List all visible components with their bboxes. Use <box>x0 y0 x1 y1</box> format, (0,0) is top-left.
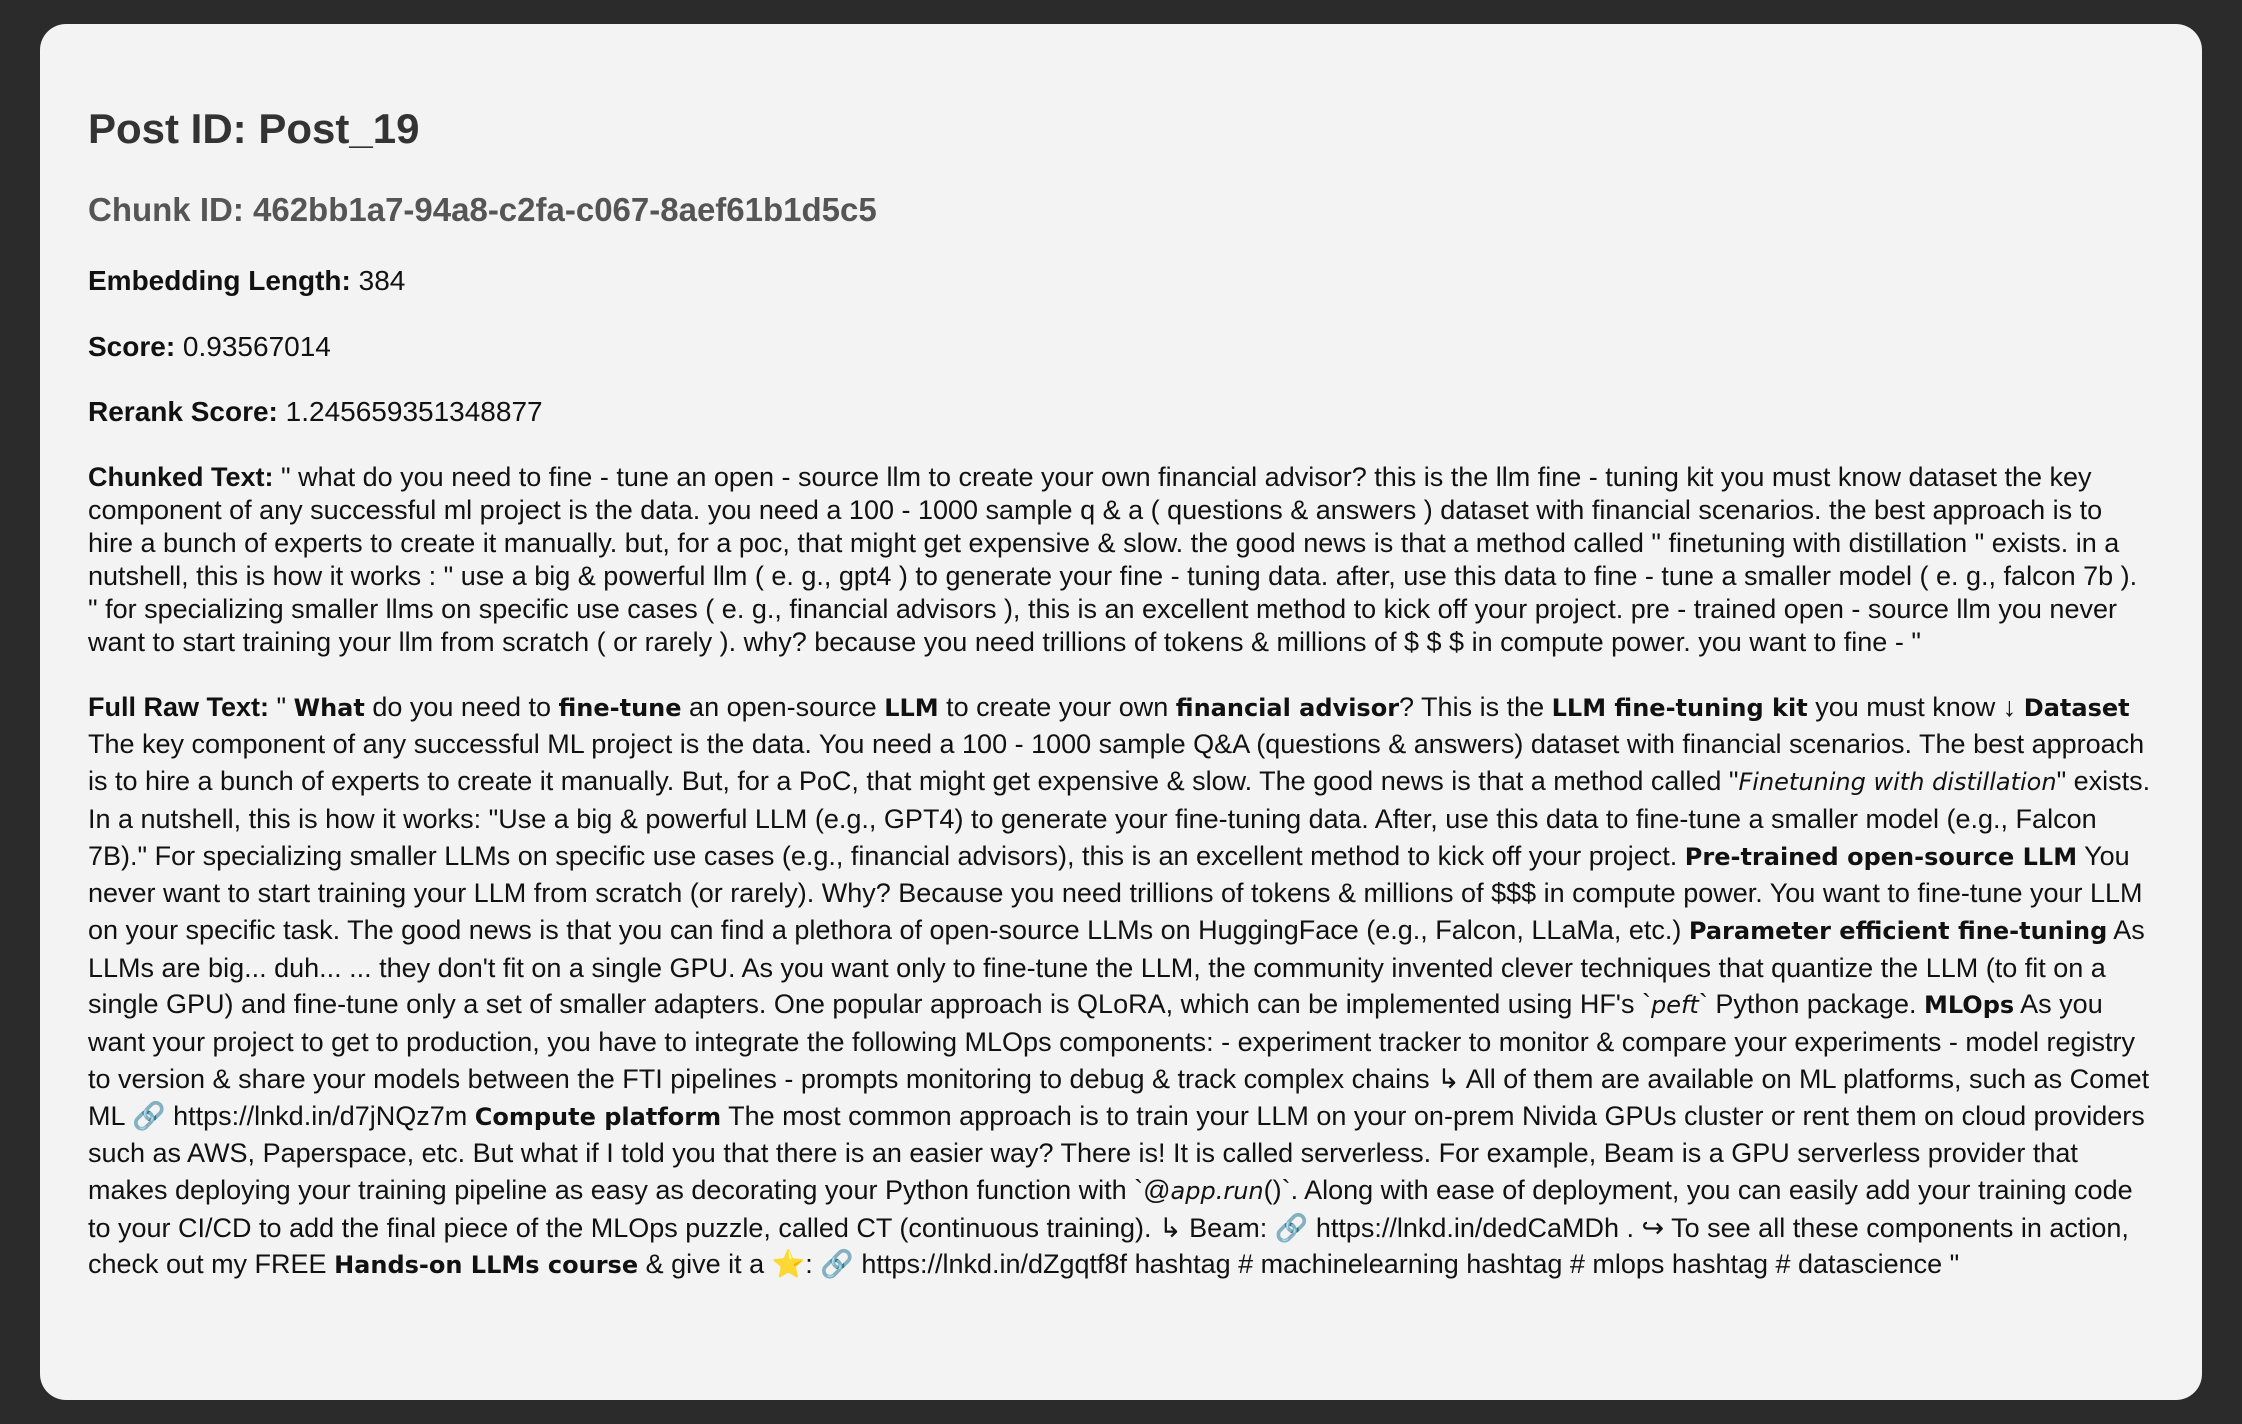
raw-text-bold-segment: LLM <box>884 693 939 722</box>
chunked-text-label: Chunked Text: <box>88 461 274 492</box>
raw-text-segment: As you want your project to get to production, you have to integrate the following MLOps components: - experiment tracker to monitor & compare your experiments - model registry to version & share your models between the FTI pipelines - prompts monitoring to debug & track complex chains ↳ All of them are available on ML platforms, such as Comet ML 🔗 https://lnkd.in/d7jNQz7m <box>88 989 2150 1131</box>
raw-text-bold-segment: Hands-on LLMs course <box>334 1251 639 1280</box>
embedding-length-field <box>88 264 2154 298</box>
raw-text-segment: ? This is the <box>1399 691 1552 722</box>
raw-text-italic-segment: peft <box>1650 991 1699 1020</box>
post-title: Post ID: Post_19 <box>88 105 420 152</box>
raw-text-bold-segment: MLOps <box>1923 991 2015 1020</box>
score-label: Score: <box>88 330 176 362</box>
embedding-length-label: Embedding Length: <box>88 264 351 296</box>
raw-text-italic-segment: Finetuning with distillation <box>1738 768 2057 797</box>
raw-text-bold-segment: What <box>293 693 365 722</box>
raw-text-bold-segment: Dataset <box>2023 693 2130 722</box>
raw-text-segment: & give it a ⭐: 🔗 https://lnkd.in/dZgqtf8f hashtag # machinelearning hashtag # mlops hashtag # datascience " <box>638 1249 1960 1280</box>
raw-text-bold-segment: Parameter efficient fine-tuning <box>1688 916 2108 945</box>
full-raw-text-field <box>88 689 2154 1284</box>
raw-text-bold-segment: fine-tune <box>558 693 682 722</box>
chunk-id: Chunk ID: 462bb1a7-94a8-c2fa-c067-8aef61b1d5c5 <box>88 191 877 229</box>
raw-text-bold-segment: financial advisor <box>1175 693 1400 722</box>
post-card <box>40 24 2202 1400</box>
raw-text-segment: You never want to start training your LLM from scratch (or rarely). Why? Because you need trillions of tokens & millions of $$$ in compute power. You want to fine-tune your LLM on your specific task. The good news is that you can find a plethora of open-source LLMs on HuggingFace (e.g., Falcon, LLaMa, etc.) <box>88 840 2143 945</box>
raw-text-bold-segment: LLM fine-tuning kit <box>1551 693 1808 722</box>
raw-text-bold-segment: Compute platform <box>474 1102 722 1131</box>
score-field <box>88 330 2154 364</box>
rerank-score-label: Rerank Score: <box>88 396 278 428</box>
raw-text-segment: " <box>269 691 294 722</box>
full-raw-text-label: Full Raw Text: <box>88 691 270 722</box>
raw-text-italic-segment: app.run <box>1170 1176 1264 1205</box>
chunked-text-value: " what do you need to fine - tune an open - source llm to create your own financial advisor? this is the llm fine - tuning kit you must know dataset the key component of any successful ml project is the data. you need a 100 - 1000 sample q & a ( questions & answers ) dataset with financial scenarios. the best approach is to hire a bunch of experts to create it manually. but, for a poc, that might get expensive & slow. the good news is that a method called " finetuning with distillation " exists. in a nutshell, this is how it works : " use a big & powerful llm ( e. g., gpt4 ) to generate your fine - tuning data. after, use this data to fine - tune a smaller model ( e. g., falcon 7b ). " for specializing smaller llms on specific use cases ( e. g., financial advisors ), this is an excellent method to kick off your project. pre - trained open - source llm you never want to start training your llm from scratch ( or rarely ). why? because you need trillions of tokens & millions of $ $ $ in compute power. you want to fine - " <box>88 461 2138 657</box>
raw-text-segment: The key component of any successful ML project is the data. You need a 100 - 1000 sample Q&A (questions & answers) dataset with financial scenarios. The best approach is to hire a bunch of experts to create it manually. But, for a PoC, that might get expensive & slow. The good news is that a method called " <box>88 729 2145 797</box>
raw-text-bold-segment: Pre-trained open-source LLM <box>1684 842 2078 871</box>
rerank-score-field <box>88 395 2154 429</box>
score-value: 0.93567014 <box>175 330 331 362</box>
rerank-score-value: 1.245659351348877 <box>277 396 543 428</box>
raw-text-segment: to create your own <box>938 691 1176 722</box>
raw-text-segment: an open-source <box>681 691 885 722</box>
raw-text-segment: " exists. In a nutshell, this is how it works: "Use a big & powerful LLM (e.g., GPT4) to generate your fine-tuning data. After, use this data to fine-tune a smaller model (e.g., Falcon 7B)." For specializing smaller LLMs on specific use cases (e.g., financial advisors), this is an excellent method to kick off your project. <box>88 766 2151 871</box>
raw-text-segment: you must know ↓ <box>1807 691 2024 722</box>
raw-text-segment: The most common approach is to train your LLM on your on-prem Nivida GPUs cluster or rent them on cloud providers such as AWS, Paperspace, etc. But what if I told you that there is an easier way? There is! It is called serverless. For example, Beam is a GPU serverless provider that makes deploying your training pipeline as easy as decorating your Python function with `@ <box>88 1100 2145 1205</box>
embedding-length-value: 384 <box>350 264 406 296</box>
chunked-text-field <box>88 461 2154 659</box>
raw-text-segment: ` Python package. <box>1698 989 1924 1020</box>
raw-text-segment: As LLMs are big... duh... ... they don't fit on a single GPU. As you want only to fine-tune the LLM, the community invented clever techniques that quantize the LLM (to fit on a single GPU) and fine-tune only a set of smaller adapters. One popular approach is QLoRA, which can be implemented using HF's ` <box>88 914 2145 1020</box>
raw-text-segment: do you need to <box>364 691 559 722</box>
raw-text-segment: ()`. Along with ease of deployment, you can easily add your training code to your CI/CD to add the final piece of the MLOps puzzle, called CT (continuous training). ↳ Beam: 🔗 https://lnkd.in/dedCaMDh . ↪ To see all these components in action, check out my FREE <box>88 1174 2133 1280</box>
full-raw-text-value <box>88 692 2150 1280</box>
